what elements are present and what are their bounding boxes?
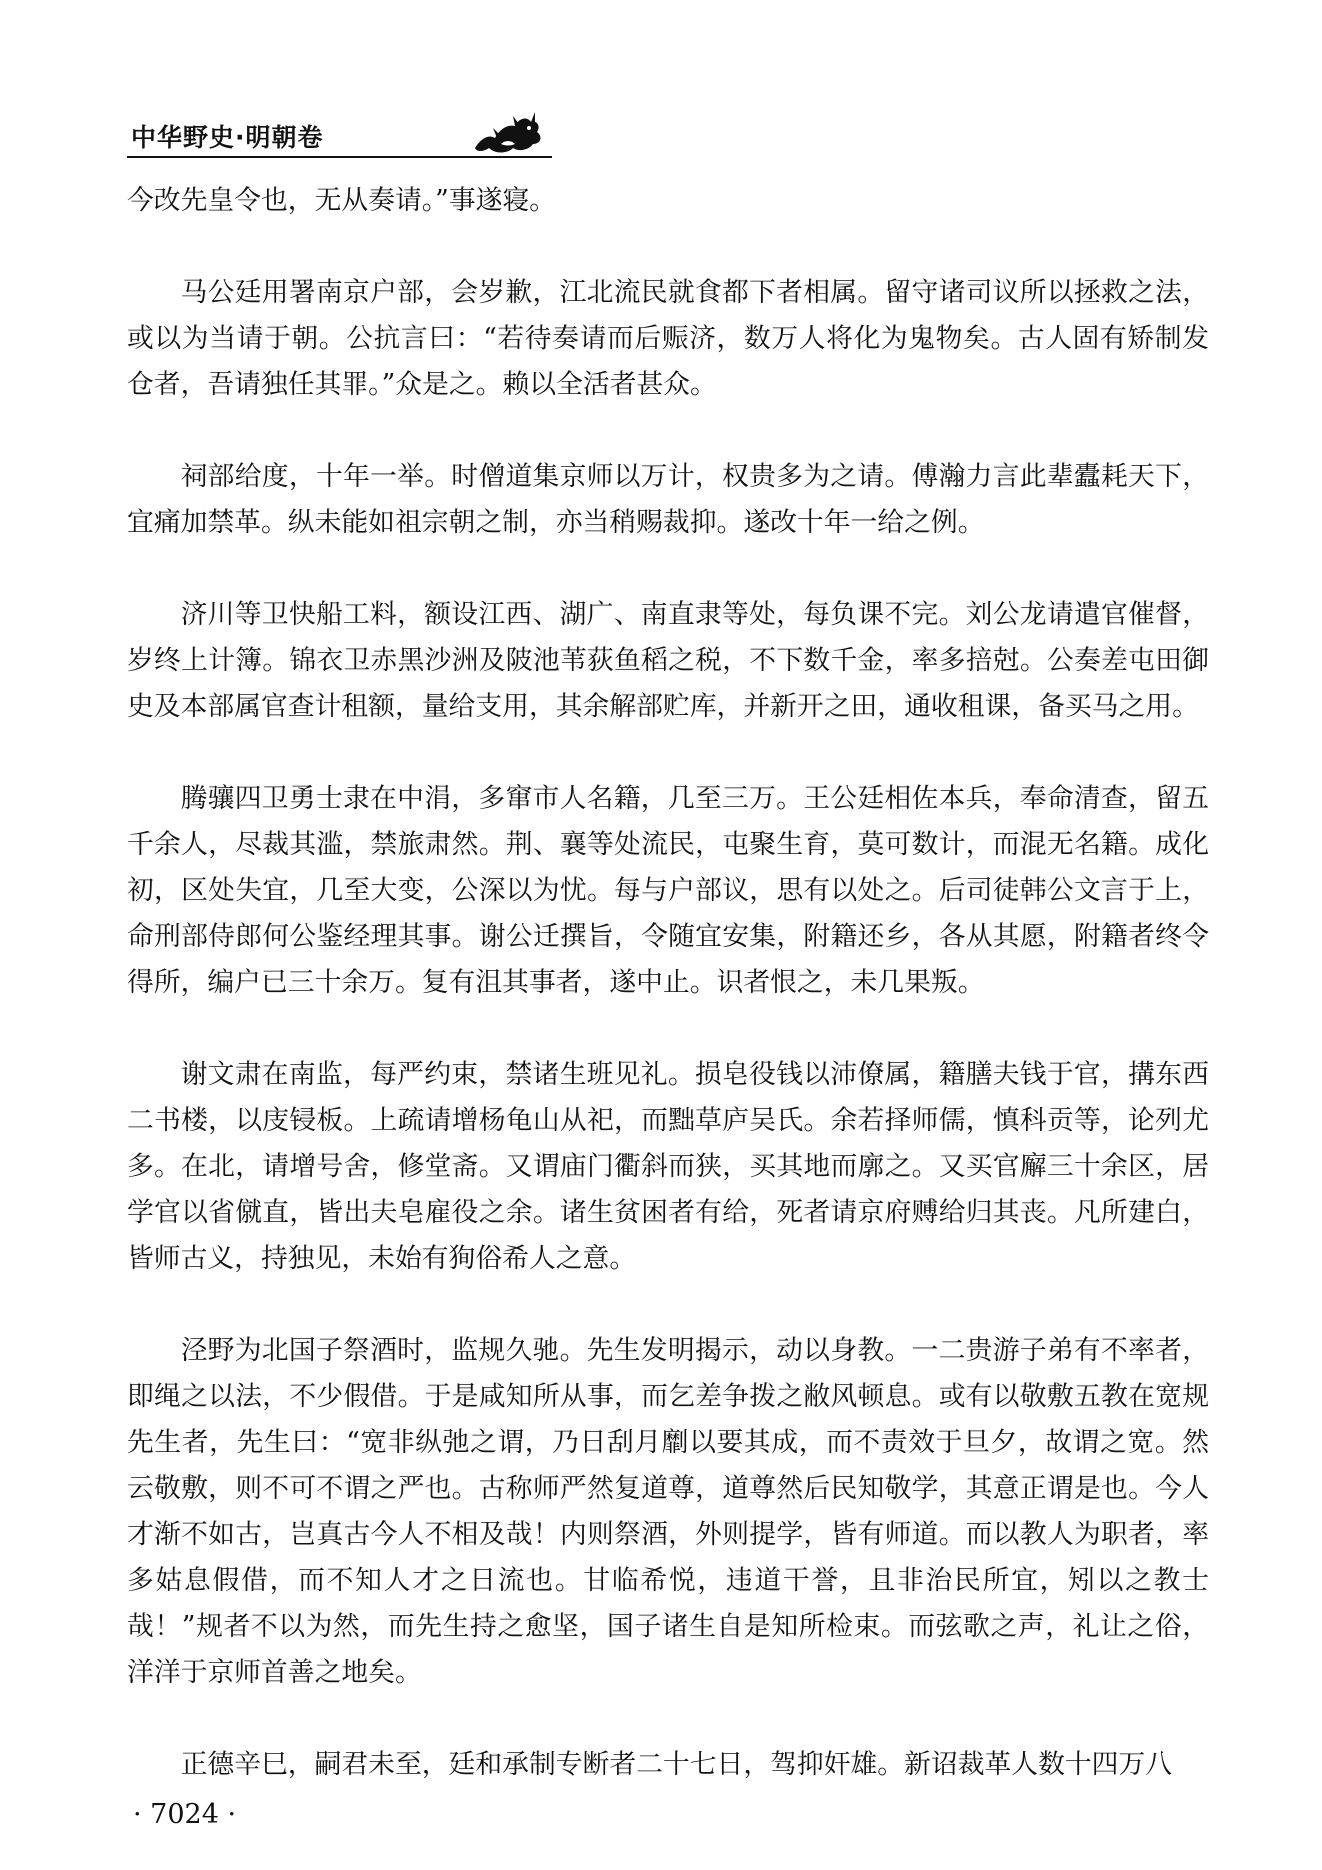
book-title: 中华野史·明朝卷 <box>131 123 324 152</box>
paragraph: 谢文肃在南监，每严约束，禁诸生班见礼。损皂役钱以沛僚属，籍膳夫钱于官，搆东西二书楼，以庋锓板。上疏请增杨龟山从祀，而黜草庐吴氏。余若择师儒，慎科贡等，论列尤多。在北，请增号舍，修堂斋。又谓庙门衢斜而狭，买其地而廓之。又买官廨三十余区，居学官以省僦直，皆出夫皂雇役之余。诸生贫困者有给，死者请京府赙给归其丧。凡所建白，皆师古义，持独见，未始有狥俗希人之意。 <box>127 1059 1209 1274</box>
paragraph: 今改先皇令也，无从奏请。”事遂寝。 <box>127 185 557 216</box>
paragraph: 腾骧四卫勇士隶在中涓，多窜市人名籍，几至三万。王公廷相佐本兵，奉命清查，留五千余人，尽裁其滥，禁旅肃然。荆、襄等处流民，屯聚生育，莫可数计，而混无名籍。成化初，区处失宜，几至大变，公深以为忧。每与户部议，思有以处之。后司徒韩公文言于上，命刑部侍郎何公鉴经理其事。谢公迁撰旨，令随宜安集，附籍还乡，各从其愿，附籍者终令得所，编户已三十余万。复有沮其事者，遂中止。识者恨之，未几果叛。 <box>127 783 1209 998</box>
main-text <box>127 178 1209 1788</box>
paragraph: 马公廷用署南京户部，会岁歉，江北流民就食都下者相属。留守诸司议所以拯救之法，或以为当请于朝。公抗言曰：“若待奏请而后赈济，数万人将化为鬼物矣。古人固有矫制发仓者，吾请独任其罪。”众是之。赖以全活者甚众。 <box>127 277 1209 400</box>
dragon-emblem-icon <box>467 108 547 158</box>
page-number: · 7024 · <box>133 1799 237 1830</box>
paragraph: 正德辛巳，嗣君未至，廷和承制专断者二十七日，驾抑奸雄。新诏裁革人数十四万八 <box>180 1749 1173 1780</box>
paragraph: 泾野为北国子祭酒时，监规久驰。先生发明揭示，动以身教。一二贵游子弟有不率者，即绳之以法，不少假借。于是咸知所从事，而乞差争拨之敝风顿息。或有以敬敷五教在宽规先生者，先生曰：“宽非纵弛之谓，乃日刮月劘以要其成，而不责效于旦夕，故谓之宽。然云敬敷，则不可不谓之严也。古称师严然复道尊，道尊然后民知敬学，其意正谓是也。今人才渐不如古，岂真古今人不相及哉！内则祭酒，外则提学，皆有师道。而以教人为职者，率多姑息假借，而不知人才之日流也。甘临希悦，违道干誉，且非治民所宜，矧以之教士哉！”规者不以为然，而先生持之愈坚，国子诸生自是知所检束。而弦歌之声，礼让之俗，洋洋于京师首善之地矣。 <box>127 1335 1209 1688</box>
running-header <box>127 108 552 158</box>
header-rule <box>127 156 552 158</box>
paragraph: 济川等卫快船工料，额设江西、湖广、南直隶等处，每负课不完。刘公龙请遣官催督，岁终上计簿。锦衣卫赤黑沙洲及陂池苇荻鱼稻之税，不下数千金，率多掊尅。公奏差屯田御史及本部属官查计租额，量给支用，其余解部贮库，并新开之田，通收租课，备买马之用。 <box>127 599 1209 722</box>
paragraph: 祠部给度，十年一举。时僧道集京师以万计，权贵多为之请。傅瀚力言此辈蠹耗天下，宜痛加禁革。纵未能如祖宗朝之制，亦当稍赐裁抑。遂改十年一给之例。 <box>127 461 1209 538</box>
